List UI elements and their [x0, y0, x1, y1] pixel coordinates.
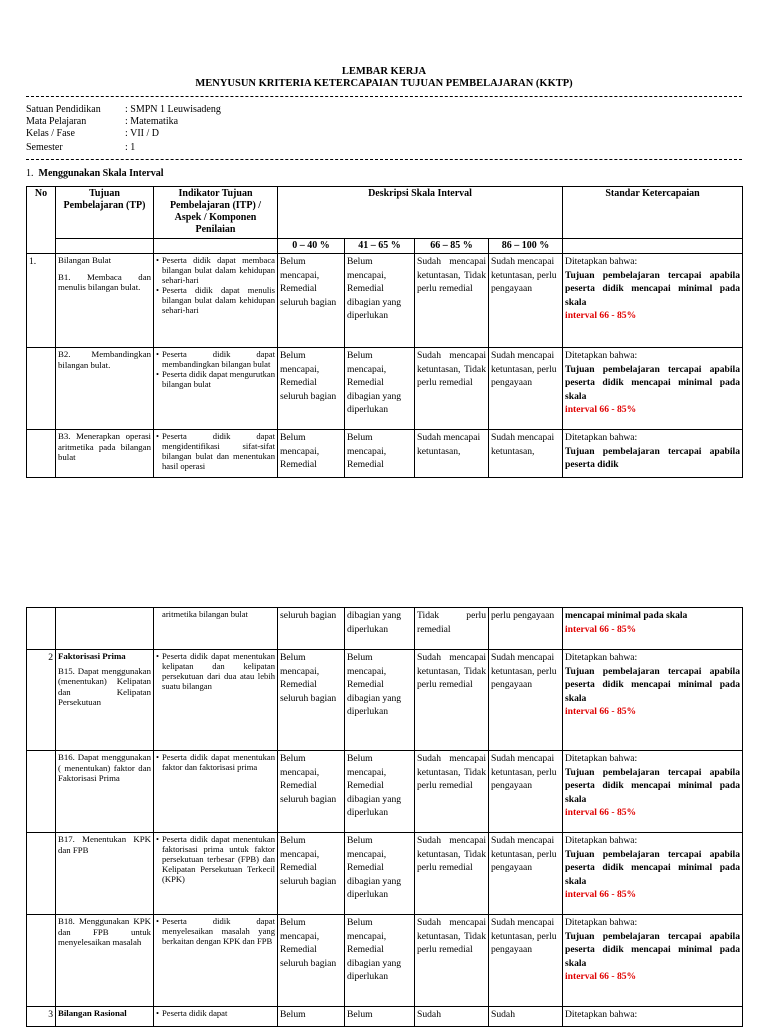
scale-cell-2: Belum mencapai, Remedial [345, 430, 415, 478]
tp-text: B17. Menentukan KPK dan FPB [56, 833, 154, 915]
scale-cell-3: Sudah mencapai ketuntasan, Tidak perlu remedial [415, 254, 489, 348]
row-number [27, 915, 56, 1007]
standard-cell [563, 915, 743, 1007]
info-value-satuan: : SMPN 1 Leuwisadeng [125, 104, 221, 115]
table-row [27, 650, 743, 751]
tp-topic: Bilangan Bulat [58, 255, 112, 265]
row-number: 1. [27, 254, 56, 348]
tp-topic: Faktorisasi Prima [58, 651, 126, 661]
scale-cell-4: Sudah mencapai ketuntasan, perlu pengayaan [489, 915, 563, 1007]
itp-cell [154, 751, 278, 833]
tp-cell [56, 650, 154, 751]
tp-text: B15. Dapat menggunakan (menentukan) Kelipatan dan Kelipatan Persekutuan [58, 665, 151, 707]
tp-text: B16. Dapat menggunakan ( menentukan) faktor dan Faktorisasi Prima [56, 751, 154, 833]
standard-interval: interval 66 - 85% [565, 404, 637, 415]
info-label-kelas: Kelas / Fase [26, 128, 75, 139]
tp-text: B2. Membandingkan bilangan bulat. [56, 348, 154, 430]
standard-text: Tujuan pembelajaran tercapai apabila peserta didik mencapai minimal pada skala [565, 363, 741, 402]
standard-intro: Ditetapkan bahwa: [565, 432, 638, 443]
scale-cell-4: Sudah mencapai ketuntasan, perlu pengayaan [489, 348, 563, 430]
divider [26, 159, 742, 160]
header-tp-empty [56, 239, 154, 254]
standard-interval: interval 66 - 85% [565, 971, 637, 982]
standard-text: Tujuan pembelajaran tercapai apabila peserta didik mencapai minimal pada skala [565, 665, 740, 704]
standard-cell [563, 348, 743, 430]
itp-item: • Peserta didik dapat mengurutkan bilangan bulat [156, 369, 275, 389]
header-itp-empty [154, 239, 278, 254]
itp-item: • Peserta didik dapat mengidentifikasi sifat-sifat bilangan bulat dan menentukan hasil operasi [156, 431, 275, 471]
scale-cell-1: Belum mencapai, Remedial seluruh bagian [278, 650, 345, 751]
table-row [27, 254, 743, 348]
standard-text: Tujuan pembelajaran tercapai apabila peserta didik mencapai minimal pada skala [565, 269, 741, 308]
standard-interval: interval 66 - 85% [565, 623, 637, 635]
scale-cell-3: Tidak perlu remedial [415, 608, 489, 650]
scale-cell-3: Sudah mencapai ketuntasan, Tidak perlu remedial [415, 650, 489, 751]
table-subheader-row [27, 239, 743, 254]
itp-item: • Peserta didik dapat menyelesaikan masalah yang berkaitan dengan KPK dan FPB [156, 916, 275, 946]
scale-cell-2: dibagian yang diperlukan [345, 608, 415, 650]
standard-intro: Ditetapkan bahwa: [565, 917, 638, 928]
tp-cell [56, 254, 154, 348]
standard-cell [563, 430, 743, 478]
table-row [27, 833, 743, 915]
header-no: No [27, 187, 56, 254]
info-value-kelas: : VII / D [125, 128, 159, 139]
header-standar: Standar Ketercapaian [563, 187, 743, 239]
table-row [27, 915, 743, 1007]
itp-item: • Peserta didik dapat menentukan faktor dan faktorisasi prima [156, 752, 275, 772]
scale-cell-2: Belum mencapai, Remedial dibagian yang diperlukan [345, 650, 415, 751]
row-number [27, 430, 56, 478]
scale-cell-4: Sudah mencapai ketuntasan, perlu pengayaan [489, 650, 563, 751]
itp-continued: aritmetika bilangan bulat [154, 608, 278, 650]
itp-item: • Peserta didik dapat menulis bilangan bulat dalam kehidupan sehari-hari [156, 285, 275, 315]
table-row [27, 430, 743, 478]
tp-cell [56, 608, 154, 650]
itp-cell [154, 430, 278, 478]
standard-interval: interval 66 - 85% [565, 310, 637, 321]
itp-item: • Peserta didik dapat menentukan kelipatan dan kelipatan persekutuan dari dua atau lebih suatu bilangan [156, 651, 275, 691]
scale-cell-1: Belum mencapai, Remedial seluruh bagian [278, 348, 345, 430]
itp-item: • Peserta didik dapat menentukan faktorisasi prima untuk faktor persekutuan terbesar (FPB) dan Kelipatan Persekutuan Terkecil (KPK) [156, 834, 275, 884]
standard-cell [563, 650, 743, 751]
kktp-table-page-2 [26, 607, 743, 1027]
scale-cell-2: Belum mencapai, Remedial dibagian yang diperlukan [345, 833, 415, 915]
info-label-mapel: Mata Pelajaran [26, 116, 87, 127]
scale-cell-1: Belum [278, 1007, 345, 1027]
scale-cell-2: Belum mencapai, Remedial dibagian yang diperlukan [345, 751, 415, 833]
standard-intro: Ditetapkan bahwa: [565, 350, 638, 361]
row-number: 2 [27, 650, 56, 751]
tp-text: B3. Menerapkan operasi aritmetika pada bilangan bulat [56, 430, 154, 478]
scale-cell-1: Belum mencapai, Remedial seluruh bagian [278, 915, 345, 1007]
standard-intro: Ditetapkan bahwa: [565, 652, 638, 663]
standard-interval: interval 66 - 85% [565, 807, 637, 818]
itp-cell [154, 254, 278, 348]
itp-cell [154, 915, 278, 1007]
scale-cell-4: Sudah [489, 1007, 563, 1027]
scale-cell-2: Belum mencapai, Remedial dibagian yang diperlukan [345, 254, 415, 348]
scale-cell-3: Sudah mencapai ketuntasan, [415, 430, 489, 478]
standard-interval: interval 66 - 85% [565, 706, 637, 717]
standard-text: Tujuan pembelajaran tercapai apabila peserta didik mencapai minimal pada skala [565, 848, 740, 887]
header-itp: Indikator Tujuan Pembelajaran (ITP) / Aspek / Komponen Penilaian [154, 187, 278, 239]
header-range-1: 0 – 40 % [278, 239, 345, 254]
standard-cell [563, 751, 743, 833]
scale-cell-1: seluruh bagian [278, 608, 345, 650]
info-value-semester: : 1 [125, 142, 136, 153]
header-deskripsi: Deskripsi Skala Interval [278, 187, 563, 239]
scale-cell-3: Sudah mencapai ketuntasan, Tidak perlu remedial [415, 915, 489, 1007]
scale-cell-3: Sudah mencapai ketuntasan, Tidak perlu remedial [415, 751, 489, 833]
row-number [27, 833, 56, 915]
itp-cell [154, 650, 278, 751]
scale-cell-1: Belum mencapai, Remedial seluruh bagian [278, 751, 345, 833]
table-row [27, 608, 743, 650]
itp-item: • Peserta didik dapat [156, 1008, 275, 1018]
itp-cell [154, 348, 278, 430]
standard-intro: Ditetapkan bahwa: [565, 256, 638, 267]
itp-cell [154, 833, 278, 915]
header-range-2: 41 – 65 % [345, 239, 415, 254]
standard-text: mencapai minimal pada skala [565, 610, 688, 621]
standard-intro: Ditetapkan bahwa: [565, 753, 638, 764]
standard-intro: Ditetapkan bahwa: [565, 1009, 638, 1020]
scale-cell-3: Sudah mencapai ketuntasan, Tidak perlu remedial [415, 348, 489, 430]
row-number: 3 [27, 1007, 56, 1027]
header-range-4: 86 – 100 % [489, 239, 563, 254]
section-title: Menggunakan Skala Interval [38, 168, 164, 179]
standard-interval: interval 66 - 85% [565, 889, 637, 900]
standard-text: Tujuan pembelajaran tercapai apabila peserta didik mencapai minimal pada skala [565, 766, 740, 805]
standard-intro: Ditetapkan bahwa: [565, 835, 638, 846]
table-row [27, 348, 743, 430]
section-heading [26, 168, 164, 179]
table-header-row [27, 187, 743, 239]
scale-cell-1: Belum mencapai, Remedial [278, 430, 345, 478]
scale-cell-4: Sudah mencapai ketuntasan, perlu pengayaan [489, 751, 563, 833]
standard-cell [563, 833, 743, 915]
divider [26, 96, 742, 97]
scale-cell-2: Belum mencapai, Remedial dibagian yang diperlukan [345, 915, 415, 1007]
table-row [27, 751, 743, 833]
scale-cell-2: Belum mencapai, Remedial dibagian yang diperlukan [345, 348, 415, 430]
scale-cell-3: Sudah mencapai ketuntasan, Tidak perlu remedial [415, 833, 489, 915]
tp-text: B1. Membaca dan menulis bilangan bulat. [58, 271, 151, 292]
tp-text: B18. Menggunakan KPK dan FPB untuk menyelesaikan masalah [56, 915, 154, 1007]
header-range-3: 66 – 85 % [415, 239, 489, 254]
scale-cell-4: Sudah mencapai ketuntasan, perlu pengayaan [489, 833, 563, 915]
info-label-semester: Semester [26, 142, 63, 153]
standard-text: Tujuan pembelajaran tercapai apabila peserta didik [565, 445, 741, 470]
info-value-mapel: : Matematika [125, 116, 179, 127]
row-number [27, 348, 56, 430]
standard-cell [563, 254, 743, 348]
tp-topic: Bilangan Rasional [58, 1008, 127, 1018]
scale-cell-3: Sudah [415, 1007, 489, 1027]
scale-cell-2: Belum [345, 1007, 415, 1027]
header-tp: Tujuan Pembelajaran (TP) [56, 187, 154, 239]
standard-cell [563, 608, 743, 650]
scale-cell-1: Belum mencapai, Remedial seluruh bagian [278, 254, 345, 348]
info-label-satuan: Satuan Pendidikan [26, 104, 101, 115]
standard-text: Tujuan pembelajaran tercapai apabila peserta didik mencapai minimal pada skala [565, 930, 740, 969]
header-standar-empty [563, 239, 743, 254]
scale-cell-4: Sudah mencapai ketuntasan, [489, 430, 563, 478]
kktp-table-page-1 [26, 186, 743, 478]
scale-cell-1: Belum mencapai, Remedial seluruh bagian [278, 833, 345, 915]
row-number [27, 751, 56, 833]
itp-item: • Peserta didik dapat membandingkan bilangan bulat [156, 349, 275, 369]
row-number [27, 608, 56, 650]
document-title: LEMBAR KERJA [341, 66, 427, 77]
itp-item: • Peserta didik dapat membaca bilangan bulat dalam kehidupan sehari-hari [156, 255, 275, 285]
scale-cell-4: Sudah mencapai ketuntasan, perlu pengayaan [489, 254, 563, 348]
document-subtitle: MENYUSUN KRITERIA KETERCAPAIAN TUJUAN PEMBELAJARAN (KKTP) [195, 78, 573, 89]
scale-cell-4: perlu pengayaan [489, 608, 563, 650]
section-number: 1. [26, 168, 34, 179]
